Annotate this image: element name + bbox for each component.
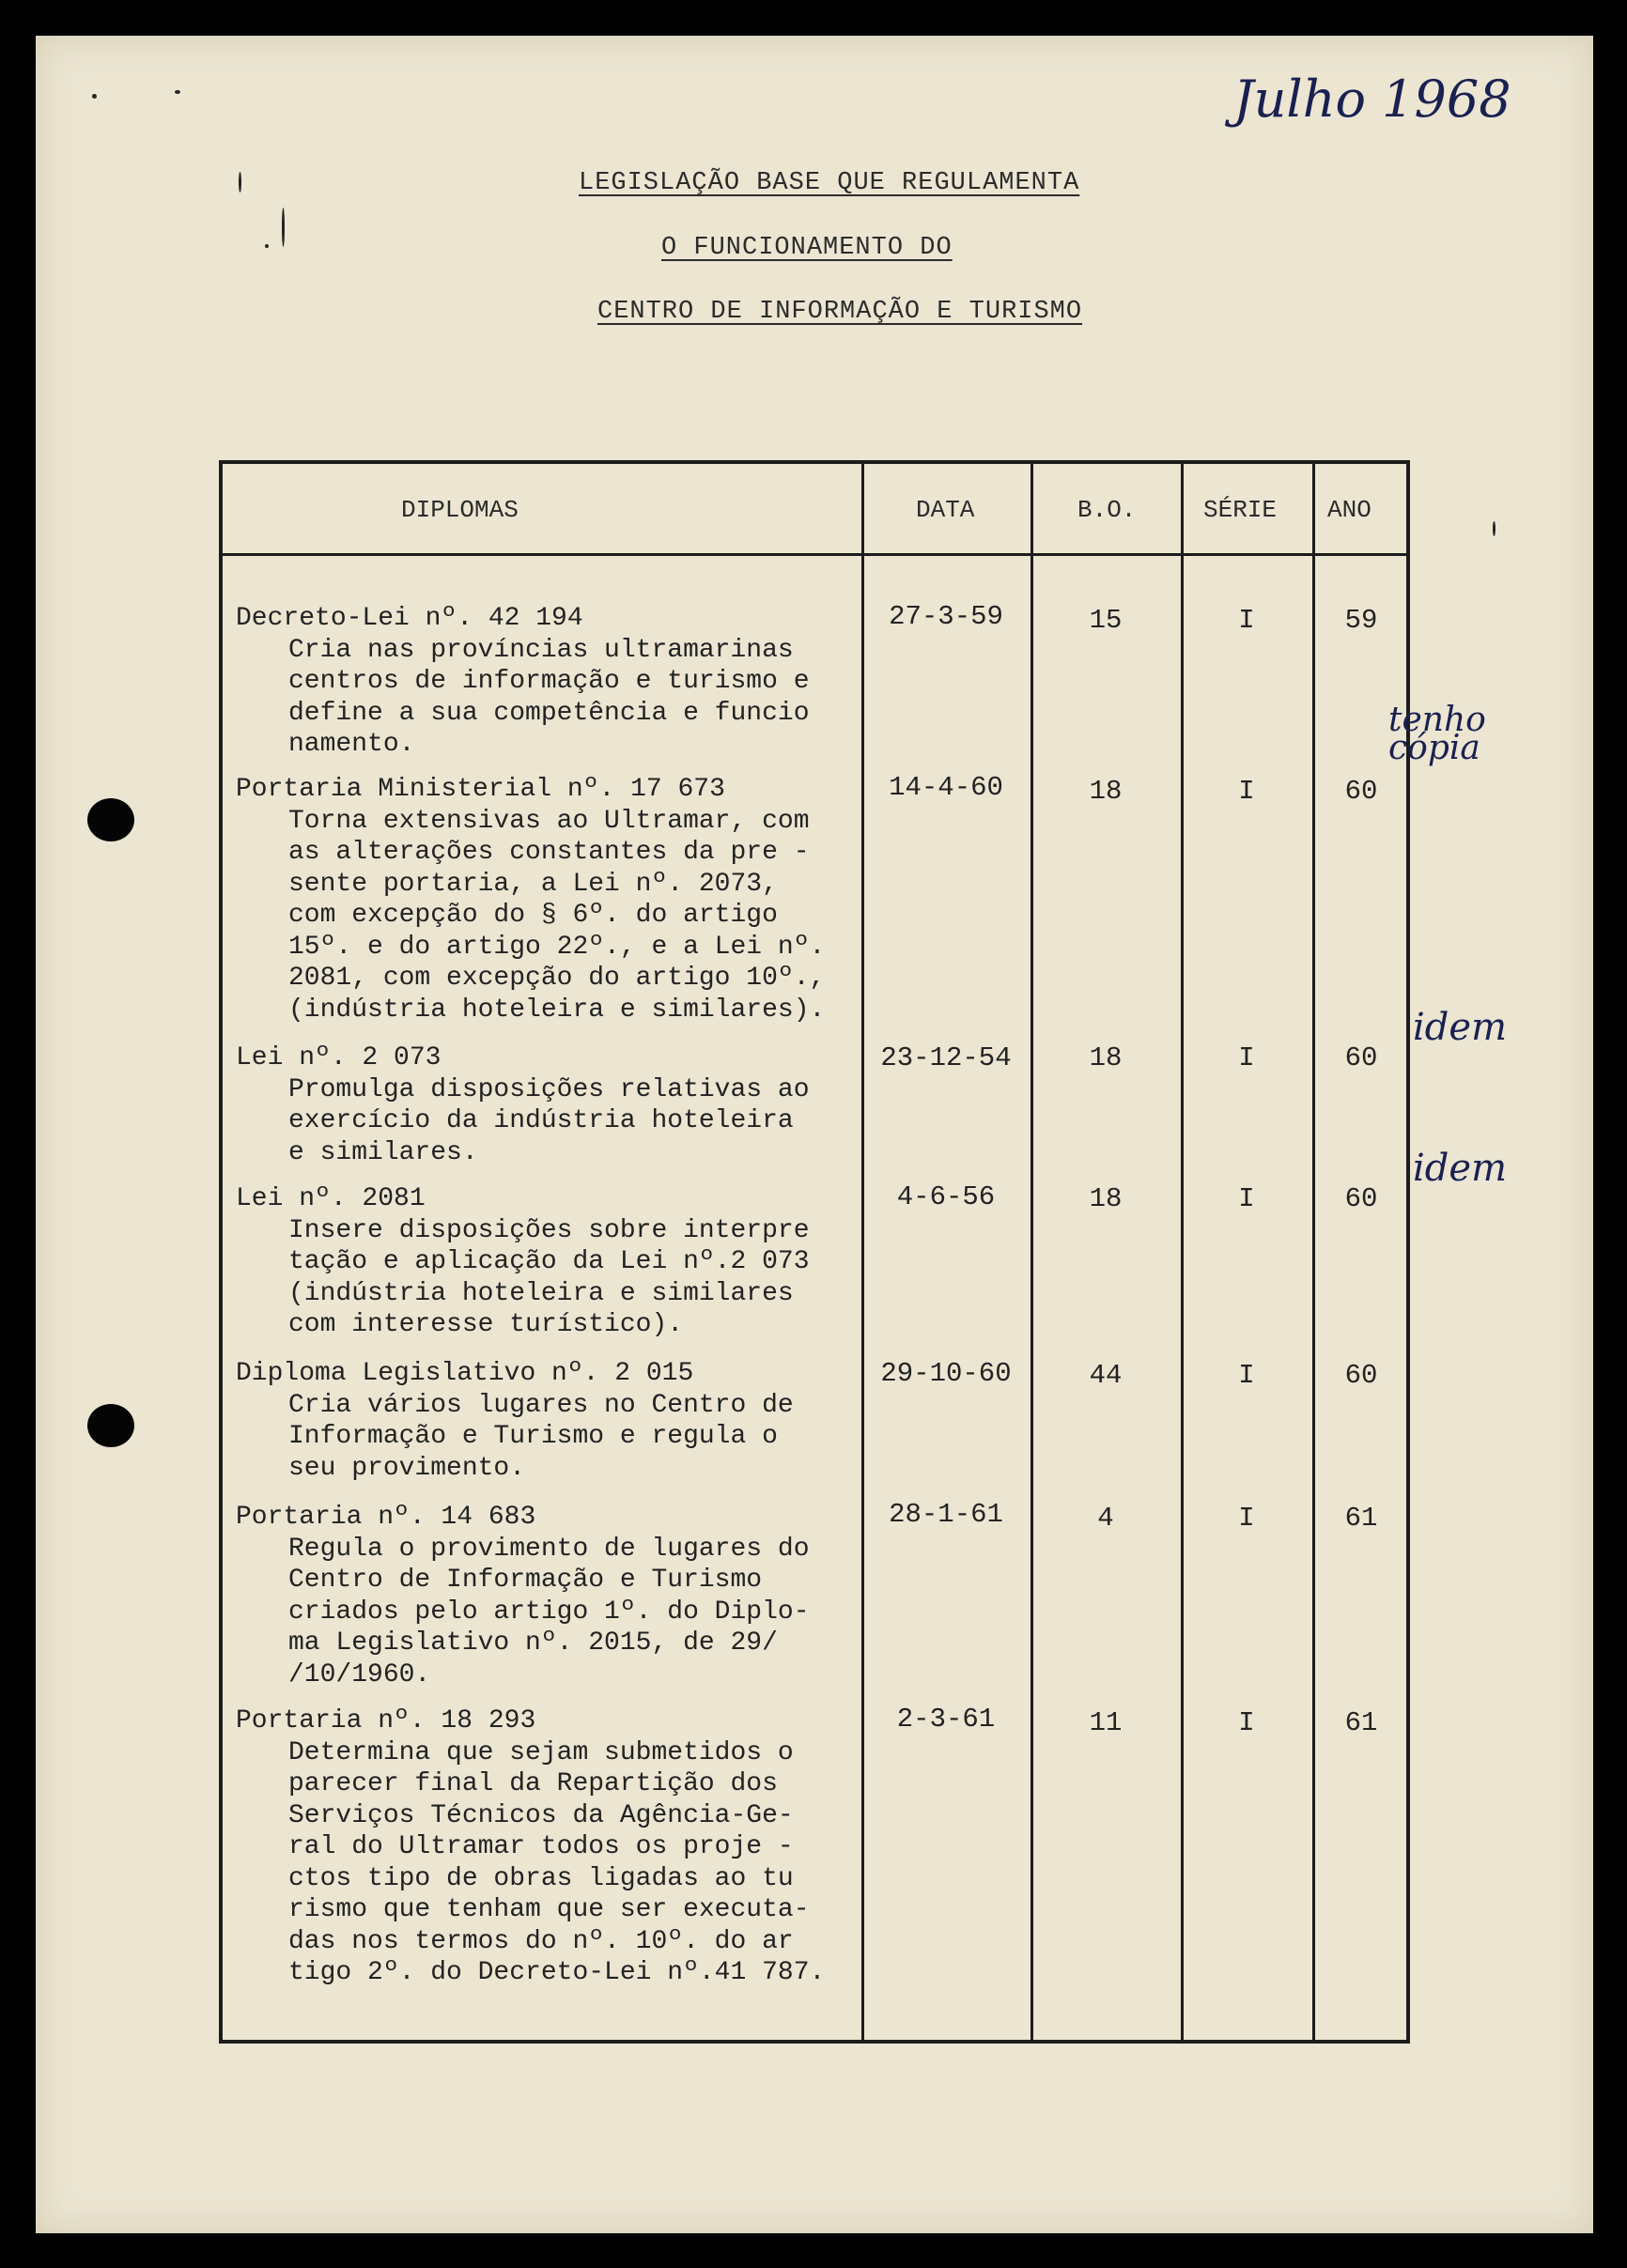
document-page <box>36 36 1593 2233</box>
ink-speck <box>282 208 285 247</box>
table-row-diploma <box>236 1042 846 1168</box>
table-row-diploma <box>236 603 846 761</box>
table-row-diploma <box>236 1358 846 1484</box>
diploma-description: Promulga disposições relativas ao exercício da indústria hoteleira e similares. <box>288 1074 810 1167</box>
cell-bo: 15 <box>1089 605 1123 636</box>
diploma-title: Portaria nº. 18 293 <box>236 1706 536 1736</box>
cell-ano: 60 <box>1344 1360 1378 1391</box>
cell-data: 2-3-61 <box>896 1704 996 1735</box>
diploma-title: Portaria Ministerial nº. 17 673 <box>236 775 725 804</box>
cell-ano: 60 <box>1344 1183 1378 1214</box>
ink-speck <box>265 244 269 248</box>
cell-serie: I <box>1238 1183 1255 1214</box>
diploma-title: Diploma Legislativo nº. 2 015 <box>236 1359 694 1388</box>
diploma-title: Decreto-Lei nº. 42 194 <box>236 604 583 633</box>
handwritten-note-idem: idem <box>1413 1147 1507 1190</box>
column-header-data: DATA <box>916 496 975 524</box>
ink-speck <box>175 90 180 94</box>
heading-line-3: CENTRO DE INFORMAÇÃO E TURISMO <box>597 298 1083 326</box>
header-divider <box>223 553 1406 556</box>
diploma-title: Lei nº. 2 073 <box>236 1043 442 1072</box>
column-divider <box>861 464 864 2040</box>
diploma-description: Torna extensivas ao Ultramar, com as alterações constantes da pre - sente portaria, a Lei nº. 2073, com excepção do § 6º. do artigo 15º. e do artigo 22º., e a Lei nº. 2081, com excepção do artigo 10º., (indústria hoteleira e similares). <box>288 806 826 1025</box>
cell-data: 28-1-61 <box>889 1499 1003 1530</box>
cell-bo: 18 <box>1089 1042 1123 1073</box>
cell-bo: 18 <box>1089 1183 1123 1214</box>
punch-hole-bottom <box>87 1404 134 1447</box>
cell-bo: 4 <box>1097 1503 1114 1534</box>
column-divider <box>1312 464 1315 2040</box>
cell-data: 27-3-59 <box>889 601 1003 632</box>
diploma-description: Insere disposições sobre interpre tação e aplicação da Lei nº.2 073 (indústria hoteleira e similares com interesse turístico). <box>288 1215 810 1339</box>
column-divider <box>1181 464 1184 2040</box>
cell-serie: I <box>1238 776 1255 807</box>
diploma-title: Portaria nº. 14 683 <box>236 1503 536 1532</box>
handwritten-date: Julho 1968 <box>1233 69 1511 129</box>
diploma-description: Regula o provimento de lugares do Centro de Informação e Turismo criados pelo artigo 1º. do Diplo- ma Legislativo nº. 2015, de 29/ /10/1960. <box>288 1534 810 1689</box>
column-header-ano: ANO <box>1327 496 1371 524</box>
cell-bo: 11 <box>1089 1707 1123 1738</box>
ink-speck <box>1493 521 1495 536</box>
cell-data: 4-6-56 <box>896 1181 996 1212</box>
diploma-title: Lei nº. 2081 <box>236 1184 426 1213</box>
cell-data: 29-10-60 <box>880 1358 1012 1389</box>
cell-data: 14-4-60 <box>889 772 1003 803</box>
cell-ano: 61 <box>1344 1707 1378 1738</box>
column-header-diplomas: DIPLOMAS <box>401 496 519 524</box>
punch-hole-top <box>87 798 134 841</box>
cell-ano: 60 <box>1344 776 1378 807</box>
handwritten-note-idem: idem <box>1413 1006 1507 1049</box>
column-header-bo: B.O. <box>1077 496 1137 524</box>
cell-ano: 60 <box>1344 1042 1378 1073</box>
table-row-diploma <box>236 1502 846 1690</box>
cell-bo: 18 <box>1089 776 1123 807</box>
cell-ano: 61 <box>1344 1503 1378 1534</box>
column-divider <box>1030 464 1033 2040</box>
cell-serie: I <box>1238 1042 1255 1073</box>
cell-serie: I <box>1238 1503 1255 1534</box>
legislation-table <box>219 460 1410 2044</box>
ink-speck <box>239 172 241 193</box>
column-header-serie: SÉRIE <box>1203 496 1278 524</box>
cell-serie: I <box>1238 1707 1255 1738</box>
table-row-diploma <box>236 1705 846 1989</box>
cell-ano: 59 <box>1344 605 1378 636</box>
heading-line-2: O FUNCIONAMENTO DO <box>661 234 953 262</box>
cell-data: 23-12-54 <box>880 1042 1012 1073</box>
table-row-diploma <box>236 1183 846 1341</box>
heading-line-1: LEGISLAÇÃO BASE QUE REGULAMENTA <box>579 169 1080 197</box>
cell-serie: I <box>1238 605 1255 636</box>
diploma-description: Cria vários lugares no Centro de Informação e Turismo e regula o seu provimento. <box>288 1390 794 1483</box>
cell-serie: I <box>1238 1360 1255 1391</box>
handwritten-note-copy: tenho cópia <box>1388 701 1486 767</box>
diploma-description: Determina que sejam submetidos o parecer final da Repartição dos Serviços Técnicos da Agência-Ge- ral do Ultramar todos os proje - ctos tipo de obras ligadas ao tu rismo que tenham que ser executa- das nos termos do nº. 10º. do ar tigo 2º. do Decreto-Lei nº.41 787. <box>288 1737 826 1987</box>
cell-bo: 44 <box>1089 1360 1123 1391</box>
ink-speck <box>92 94 97 99</box>
table-row-diploma <box>236 774 846 1026</box>
diploma-description: Cria nas províncias ultramarinas centros de informação e turismo e define a sua competência e funcio namento. <box>288 635 810 759</box>
